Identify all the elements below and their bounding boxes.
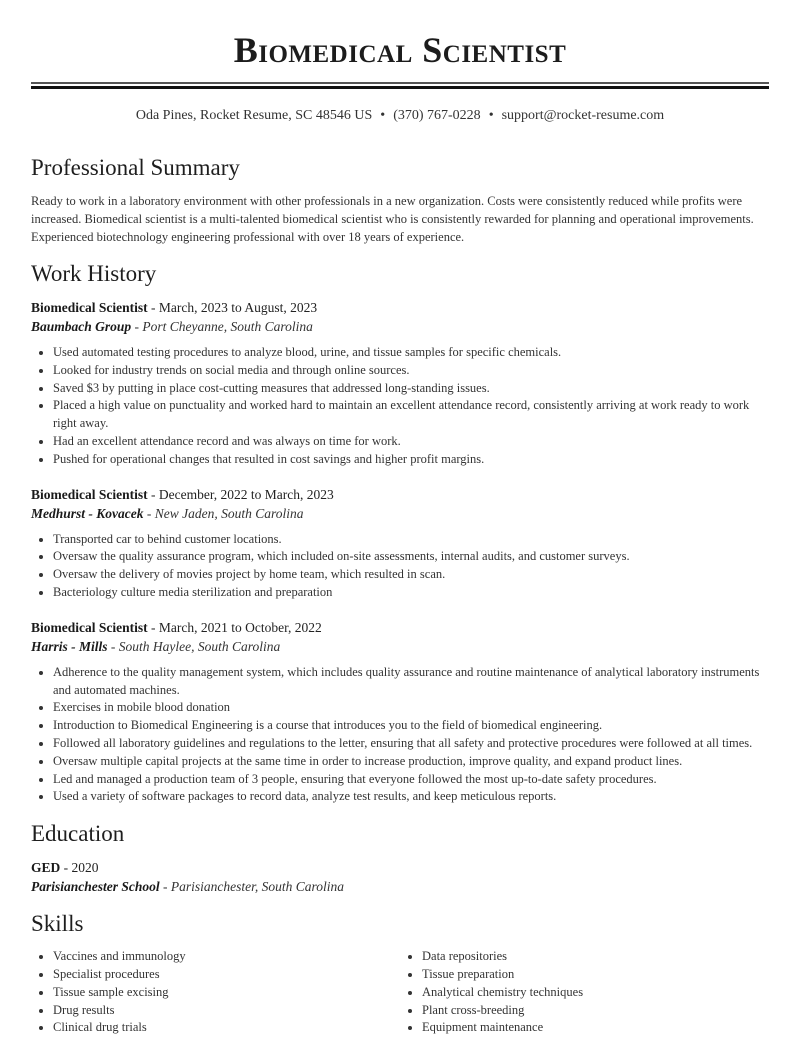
list-item: • Transported car to behind customer locations.: [53, 531, 769, 549]
list-item: • Used automated testing procedures to analyze blood, urine, and tissue samples for specific chemicals.: [53, 344, 769, 362]
skill-item: • Plant cross-breeding: [422, 1002, 769, 1020]
section-heading-work-history: Work History: [31, 261, 157, 286]
job-title-line: [31, 618, 769, 637]
job-title-line: [31, 485, 769, 504]
list-item: • Bacteriology culture media sterilization and preparation: [53, 584, 769, 602]
school-name: Parisianchester School: [31, 879, 160, 895]
list-item: • Oversaw the delivery of movies project by home team, which resulted in scan.: [53, 566, 769, 584]
job-entry: [31, 485, 769, 602]
skills-list-left: [31, 948, 400, 1037]
list-item: • Had an excellent attendance record and was always on time for work.: [53, 433, 769, 451]
contact-address: Oda Pines, Rocket Resume, SC 48546 US: [135, 108, 373, 123]
job-company: Medhurst - Kovacek: [31, 505, 144, 521]
contact-phone: (370) 767-0228: [393, 108, 481, 123]
job-title: Biomedical Scientist: [31, 300, 148, 315]
school-line: [31, 877, 769, 896]
list-item: • Oversaw the quality assurance program, which included on-site assessments, internal audits, and customer surveys.: [53, 548, 769, 566]
skill-item: • Tissue preparation: [422, 966, 769, 984]
degree-year: - 2020: [60, 860, 99, 876]
list-item: • Led and managed a production team of 3 people, ensuring that everyone followed the most up-to-date safety procedures.: [53, 771, 769, 789]
contact-line: [31, 107, 769, 125]
list-item: • Introduction to Biomedical Engineering is a course that introduces you to the field of biomedical engineering.: [53, 717, 769, 735]
job-title-line: [31, 298, 769, 317]
job-dates: - March, 2021 to October, 2022: [147, 619, 322, 635]
job-location: - Port Cheyanne, South Carolina: [131, 319, 313, 334]
job-location: - South Haylee, South Carolina: [107, 638, 281, 654]
list-item: • Looked for industry trends on social media and through online sources.: [53, 362, 769, 380]
summary-text: Ready to work in a laboratory environment with other professionals in a new organization. Costs were consistently reduced while profits were increased. Biomedical scientist is a multi-talented biomedical scientist who is consistently rewarded for planning and operational improvements. Experienced biotechnology engineering professional with over 18 years of experience.: [31, 194, 754, 244]
skill-item: • Specialist procedures: [53, 966, 400, 984]
list-item: • Oversaw multiple capital projects at the same time in order to increase production, improve quality, and expand product lines.: [53, 753, 769, 771]
job-bullets: [31, 531, 769, 602]
contact-email: support@rocket-resume.com: [501, 108, 665, 123]
separator-dot: •: [488, 108, 494, 123]
list-item: • Followed all laboratory guidelines and regulations to the letter, ensuring that all safety and protective procedures were followed at all times.: [53, 735, 769, 753]
section-heading-education: Education: [31, 821, 125, 847]
header-rule-thick: [31, 86, 769, 89]
list-item: • Exercises in mobile blood donation: [53, 699, 769, 717]
skill-item: • Analytical chemistry techniques: [422, 984, 769, 1002]
degree: GED: [31, 860, 61, 876]
list-item: • Saved $3 by putting in place cost-cutting measures that addressed long-standing issues.: [53, 380, 769, 398]
skill-item: • Drug results: [53, 1002, 400, 1020]
skill-item: • Tissue sample excising: [53, 984, 400, 1002]
degree-line: [31, 858, 769, 877]
job-company: Harris - Mills: [31, 638, 108, 654]
skill-item: • Clinical drug trials: [53, 1019, 400, 1037]
skill-item: • Vaccines and immunology: [53, 948, 400, 966]
skill-item: • Equipment maintenance: [422, 1019, 769, 1037]
education-entry: [31, 858, 769, 896]
section-heading-summary: Professional Summary: [31, 155, 240, 180]
list-item: • Used a variety of software packages to record data, analyze test results, and keep meticulous reports.: [53, 788, 769, 806]
job-company: Baumbach Group: [31, 319, 132, 334]
separator-dot: •: [380, 108, 386, 123]
job-entry: [31, 298, 769, 469]
header-rule-thin: [31, 82, 769, 84]
skills-list-right: [400, 948, 769, 1037]
job-entry: [31, 618, 769, 806]
job-org-line: [31, 504, 769, 523]
job-location: - New Jaden, South Carolina: [143, 505, 304, 521]
job-title: Biomedical Scientist: [31, 619, 148, 635]
list-item: • Adherence to the quality management system, which includes quality assurance and routine maintenance of analytical laboratory instruments and automated machines.: [53, 664, 769, 700]
section-heading-skills: Skills: [31, 911, 84, 937]
skill-item: • Data repositories: [422, 948, 769, 966]
job-org-line: [31, 637, 769, 656]
list-item: • Placed a high value on punctuality and worked hard to maintain an excellent attendance record, consistently arriving at work ready to work right away.: [53, 397, 769, 433]
job-bullets: [31, 664, 769, 806]
job-bullets: [31, 344, 769, 469]
job-dates: - March, 2023 to August, 2023: [147, 300, 318, 315]
resume-title: Biomedical Scientist: [233, 30, 567, 70]
job-title: Biomedical Scientist: [31, 486, 148, 502]
list-item: • Pushed for operational changes that resulted in cost savings and higher profit margins.: [53, 451, 769, 469]
skills-grid: [31, 948, 769, 1037]
job-dates: - December, 2022 to March, 2023: [147, 486, 334, 502]
job-org-line: [31, 317, 769, 336]
school-location: - Parisianchester, South Carolina: [159, 879, 345, 895]
